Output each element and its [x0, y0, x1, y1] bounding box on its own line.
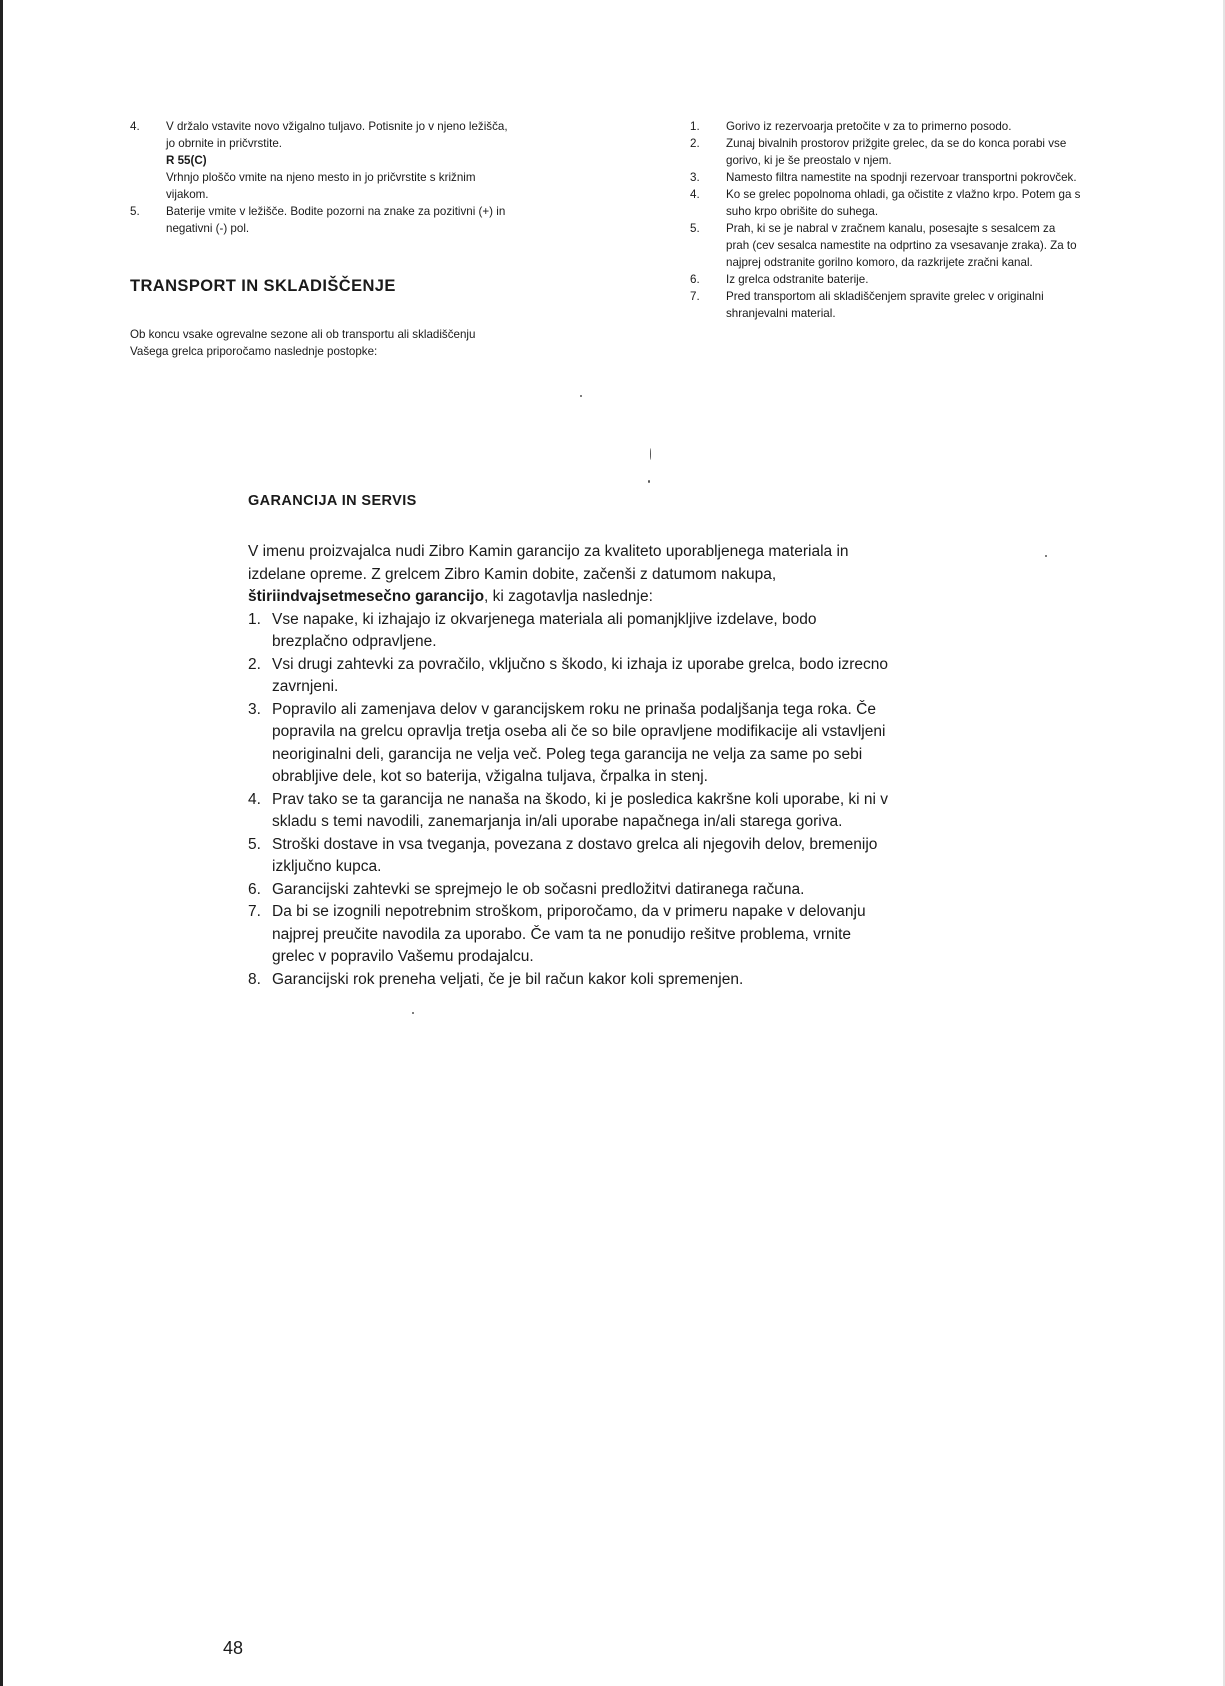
- list-item: [690, 118, 1220, 135]
- list-item: [690, 220, 1220, 271]
- item-text: Garancijski rok preneha veljati, če je bil račun kakor koli spremenjen.: [272, 970, 744, 988]
- item-text: zavrnjeni.: [272, 678, 339, 695]
- step-text: Prah, ki se je nabral v zračnem kanalu, posesajte s sesalcem za: [726, 222, 1056, 235]
- scan-speck: [1045, 555, 1047, 557]
- list-item: [248, 699, 1148, 789]
- step-text: V držalo vstavite novo vžigalno tuljavo. Potisnite jo v njeno ležišča,: [166, 120, 508, 133]
- step-text: Ko se grelec popolnoma ohladi, ga očistite z vlažno krpo. Potem ga s: [726, 188, 1081, 201]
- step-text: Namesto filtra namestite na spodnji rezervoar transportni pokrovček.: [726, 171, 1077, 184]
- scan-speck: [648, 480, 650, 483]
- item-text: Garancijski zahtevki se sprejmejo le ob sočasni predložitvi datiranega računa.: [272, 880, 805, 898]
- warranty-intro: [248, 541, 1148, 609]
- list-item: [248, 789, 1148, 834]
- list-item: [690, 186, 1220, 220]
- step-text: Vrhnjo ploščo vmite na njeno mesto in jo pričvrstite s križnim: [166, 171, 476, 184]
- list-item: [690, 169, 1220, 186]
- list-item: [130, 203, 685, 237]
- item-text: Prav tako se ta garancija ne nanaša na škodo, ki je posledica kakršne koli uporabe, ki ni v: [272, 790, 889, 808]
- warranty-duration: štiriindvajsetmesečno garancijo: [248, 588, 485, 605]
- item-number: 3.: [248, 700, 261, 718]
- item-number: 8.: [248, 970, 261, 988]
- warranty-section: [248, 541, 1148, 991]
- step-number: 4.: [690, 188, 700, 201]
- step-number: 2.: [690, 137, 700, 150]
- item-text: Da bi se izognili nepotrebnim stroškom, priporočamo, da v primeru napake v delovanju: [272, 903, 866, 920]
- list-item: [690, 288, 1220, 322]
- step-text: gorivo, ki je še preostalo v njem.: [726, 154, 892, 167]
- assembly-steps-list: [130, 118, 685, 237]
- list-item: [248, 901, 1148, 969]
- item-text: Vsi drugi zahtevki za povračilo, vključno s škodo, ki izhaja iz uporabe grelca, bodo izrecno: [272, 655, 889, 673]
- intro-line: Vašega grelca priporočamo naslednje postopke:: [130, 345, 378, 358]
- step-text: prah (cev sesalca namestite na odprtino za vsesavanje zraka). Za to: [726, 239, 1077, 252]
- step-text: Gorivo iz rezervoarja pretočite v za to primerno posodo.: [726, 120, 1012, 133]
- intro-line: Ob koncu vsake ogrevalne sezone ali ob transportu ali skladiščenju: [130, 328, 476, 341]
- item-number: 1.: [248, 610, 261, 628]
- list-item: [248, 609, 1148, 654]
- step-text: negativni (-) pol.: [166, 222, 250, 235]
- step-text: najprej odstranite gorilno komoro, da razkrijete zračni kanal.: [726, 256, 1033, 269]
- scan-speck: [412, 1012, 414, 1014]
- page-number: 48: [223, 1638, 244, 1658]
- item-number: 2.: [248, 655, 261, 673]
- intro-line: izdelane opreme. Z grelcem Zibro Kamin dobite, začenši z datumom nakupa,: [248, 565, 777, 583]
- transport-intro: [130, 326, 690, 360]
- step-text: Iz grelca odstranite baterije.: [726, 273, 869, 286]
- item-text: grelec v popravilo Vašemu prodajalcu.: [272, 948, 534, 965]
- step-text: vijakom.: [166, 188, 209, 201]
- list-item: [248, 879, 1148, 902]
- item-text: Vse napake, ki izhajajo iz okvarjenega materiala ali pomanjkljive izdelave, bodo: [272, 610, 817, 628]
- scan-speck: [580, 395, 582, 397]
- item-number: 7.: [248, 903, 261, 920]
- step-number: 7.: [690, 290, 700, 303]
- step-text: Baterije vmite v ležišče. Bodite pozorni na znake za pozitivni (+) in: [166, 205, 506, 218]
- item-text: Popravilo ali zamenjava delov v garancijskem roku ne prinaša podaljšanja tega roka. Če: [272, 700, 876, 718]
- step-number: 5.: [690, 222, 700, 235]
- step-number: 5.: [130, 205, 140, 218]
- list-item: [248, 969, 1148, 992]
- intro-line: V imenu proizvajalca nudi Zibro Kamin garancijo za kvaliteto uporabljenega materiala in: [248, 543, 849, 560]
- transport-steps-list: [690, 118, 1220, 322]
- item-number: 4.: [248, 790, 261, 808]
- item-text: izključno kupca.: [272, 858, 382, 875]
- transport-heading: TRANSPORT IN SKLADIŠČENJE: [130, 277, 396, 295]
- intro-tail: , ki zagotavlja naslednje:: [484, 588, 653, 605]
- item-text: neoriginalni deli, garancija ne velja več. Poleg tega garancija ne velja za same po sebi: [272, 745, 863, 763]
- item-text: skladu s temi navodili, zanemarjanja in/ali uporabe napačnega in/ali starega goriva.: [272, 813, 843, 830]
- step-text: shranjevalni material.: [726, 307, 836, 320]
- step-text: Zunaj bivalnih prostorov prižgite grelec, da se do konca porabi vse: [726, 137, 1067, 150]
- step-number: 1.: [690, 120, 700, 133]
- step-number: 3.: [690, 171, 700, 184]
- item-text: brezplačno odpravljene.: [272, 633, 437, 650]
- list-item: [248, 834, 1148, 879]
- step-text: Pred transportom ali skladiščenjem spravite grelec v originalni: [726, 290, 1044, 303]
- scan-edge-left: [0, 0, 3, 1686]
- list-item: [130, 118, 685, 203]
- step-number: 4.: [130, 120, 140, 133]
- item-text: popravila na grelcu opravlja tretja oseba ali če so bile opravljene modifikacije ali vstavljeni: [272, 723, 886, 740]
- model-label: R 55(C): [166, 154, 207, 167]
- list-item: [690, 271, 1220, 288]
- item-text: najprej preučite navodila za uporabo. Če vam ta ne ponudijo rešitve problema, vrnite: [272, 925, 852, 943]
- intro-line: [248, 586, 1148, 609]
- warranty-heading: GARANCIJA IN SERVIS: [248, 493, 417, 509]
- step-number: 6.: [690, 273, 700, 286]
- item-number: 5.: [248, 835, 261, 853]
- step-text: jo obrnite in pričvrstite.: [166, 137, 282, 150]
- item-text: Stroški dostave in vsa tveganja, povezana z dostavo grelca ali njegovih delov, bremenijo: [272, 835, 878, 853]
- scan-speck: [650, 448, 651, 460]
- item-number: 6.: [248, 880, 261, 898]
- list-item: [690, 135, 1220, 169]
- step-text: suho krpo obrišite do suhega.: [726, 205, 879, 218]
- item-text: obrabljive dele, kot so baterija, vžigalna tuljava, črpalka in stenj.: [272, 768, 708, 785]
- list-item: [248, 654, 1148, 699]
